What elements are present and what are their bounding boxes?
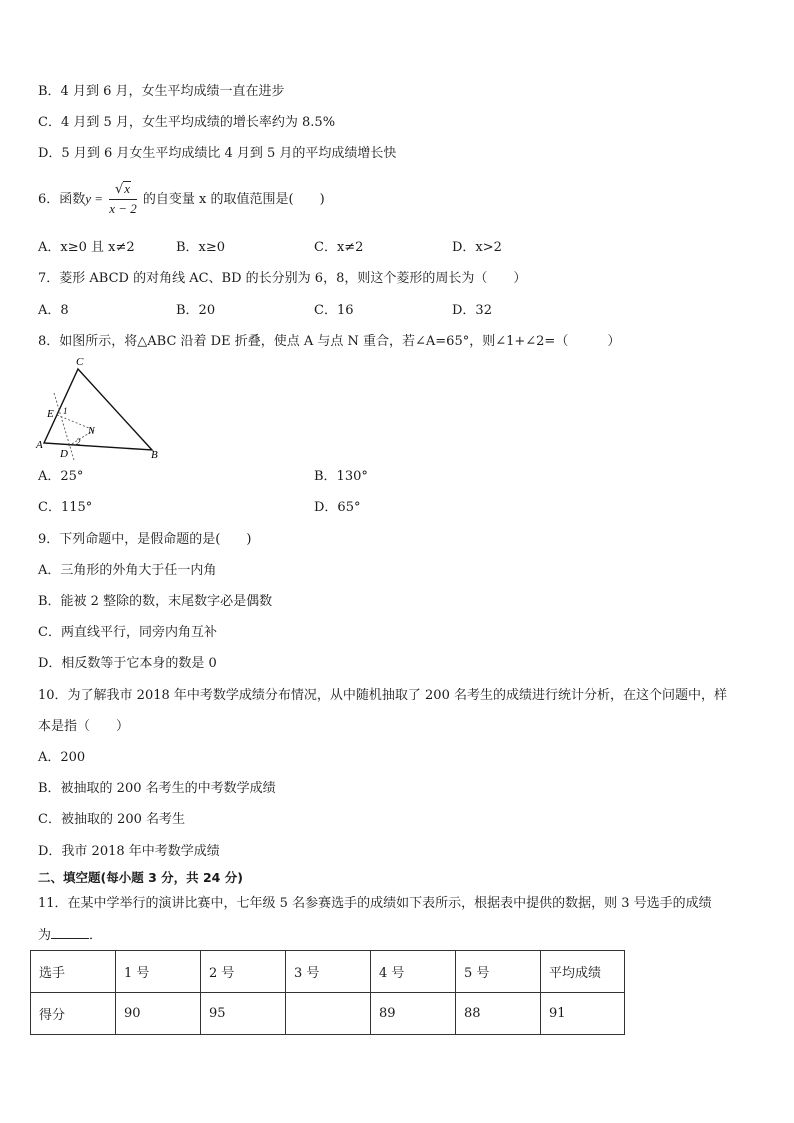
table-cell: 4 号 xyxy=(371,951,456,993)
q6-denominator: x − 2 xyxy=(109,201,137,216)
label-b: B xyxy=(151,449,158,461)
q10-stem-line1: 10．为了解我市 2018 年中考数学成绩分布情况，从中随机抽取了 200 名考生的成绩进行统计分析，在这个问题中，样 xyxy=(38,688,727,703)
label-c: C xyxy=(76,356,84,368)
table-cell: 89 xyxy=(371,993,456,1035)
q10-option-b: B．被抽取的 200 名考生的中考数学成绩 xyxy=(38,781,276,796)
q11-prefix: 为 xyxy=(38,928,52,943)
label-d: D xyxy=(60,448,68,460)
q6-option-b: B．x≥0 xyxy=(176,240,226,255)
q9-option-c: C．两直线平行，同旁内角互补 xyxy=(38,625,217,640)
table-cell: 91 xyxy=(541,993,625,1035)
q10-option-a: A．200 xyxy=(38,750,86,765)
sqrt-symbol: √x xyxy=(114,181,131,197)
q9-stem: 9．下列命题中，是假命题的是( ) xyxy=(38,532,252,547)
table-header-row xyxy=(31,951,625,993)
q10-stem-line2: 本是指（ ） xyxy=(38,719,130,734)
q9-option-d: D．相反数等于它本身的数是 0 xyxy=(38,656,217,671)
table-cell: 90 xyxy=(116,993,201,1035)
q6-suffix: 的自变量 x 的取值范围是( ) xyxy=(142,192,325,207)
table-cell: 5 号 xyxy=(456,951,541,993)
triangle-abc xyxy=(44,369,152,450)
q6-numerator: x xyxy=(124,181,131,196)
table-cell: 88 xyxy=(456,993,541,1035)
table-cell-empty xyxy=(286,993,371,1035)
q5-option-b: B．4 月到 6 月，女生平均成绩一直在进步 xyxy=(38,84,285,99)
q9-option-b: B．能被 2 整除的数，末尾数字必是偶数 xyxy=(38,594,273,609)
table-cell: 3 号 xyxy=(286,951,371,993)
q6-option-a: A．x≥0 且 x≠2 xyxy=(38,240,135,255)
label-angle-2: 2 xyxy=(76,437,81,447)
q11-stem-line1: 11．在某中学举行的演讲比赛中，七年级 5 名参赛选手的成绩如下表所示，根据表中提供的数据，则 3 号选手的成绩 xyxy=(38,896,712,911)
q6-y-eq: y = xyxy=(85,191,104,206)
q6-stem xyxy=(38,180,325,219)
q8-option-d: D．65° xyxy=(314,500,361,515)
table-cell: 选手 xyxy=(31,951,116,993)
q8-option-b: B．130° xyxy=(314,469,368,484)
table-cell: 95 xyxy=(201,993,286,1035)
label-e: E xyxy=(47,408,54,420)
q9-option-a: A．三角形的外角大于任一内角 xyxy=(38,563,217,578)
triangle-fold-figure xyxy=(30,355,170,463)
table-cell: 1 号 xyxy=(116,951,201,993)
q10-option-d: D．我市 2018 年中考数学成绩 xyxy=(38,844,220,859)
q6-option-d: D．x>2 xyxy=(452,240,502,255)
q7-option-b: B．20 xyxy=(176,303,216,318)
q7-option-c: C．16 xyxy=(314,303,354,318)
q6-fraction xyxy=(109,180,137,219)
q6-option-c: C．x≠2 xyxy=(314,240,364,255)
q11-suffix: ． xyxy=(89,928,103,943)
section-heading: 二、填空题(每小题 3 分，共 24 分) xyxy=(38,870,243,885)
q11-stem-line2 xyxy=(38,926,102,945)
q5-option-c: C．4 月到 5 月，女生平均成绩的增长率约为 8.5% xyxy=(38,115,336,130)
q8-stem: 8．如图所示，将△ABC 沿着 DE 折叠，使点 A 与点 N 重合，若∠A=65°，则∠1+∠2=（ ） xyxy=(38,334,621,349)
q8-option-c: C．115° xyxy=(38,500,93,515)
q7-option-a: A．8 xyxy=(38,303,69,318)
q6-prefix: 6．函数 xyxy=(38,192,86,207)
q7-option-d: D．32 xyxy=(452,303,492,318)
scores-table xyxy=(30,950,625,1035)
table-cell: 得分 xyxy=(31,993,116,1035)
table-cell: 2 号 xyxy=(201,951,286,993)
label-a: A xyxy=(36,439,43,451)
label-angle-1: 1 xyxy=(63,406,68,416)
q7-stem: 7．菱形 ABCD 的对角线 AC、BD 的长分别为 6，8，则这个菱形的周长为（ ） xyxy=(38,271,527,286)
table-cell: 平均成绩 xyxy=(541,951,625,993)
q8-option-a: A．25° xyxy=(38,469,84,484)
q5-option-d: D．5 月到 6 月女生平均成绩比 4 月到 5 月的平均成绩增长快 xyxy=(38,146,397,161)
label-n: N xyxy=(88,426,95,437)
q10-option-c: C．被抽取的 200 名考生 xyxy=(38,812,186,827)
table-row xyxy=(31,993,625,1035)
answer-blank[interactable] xyxy=(51,926,89,939)
